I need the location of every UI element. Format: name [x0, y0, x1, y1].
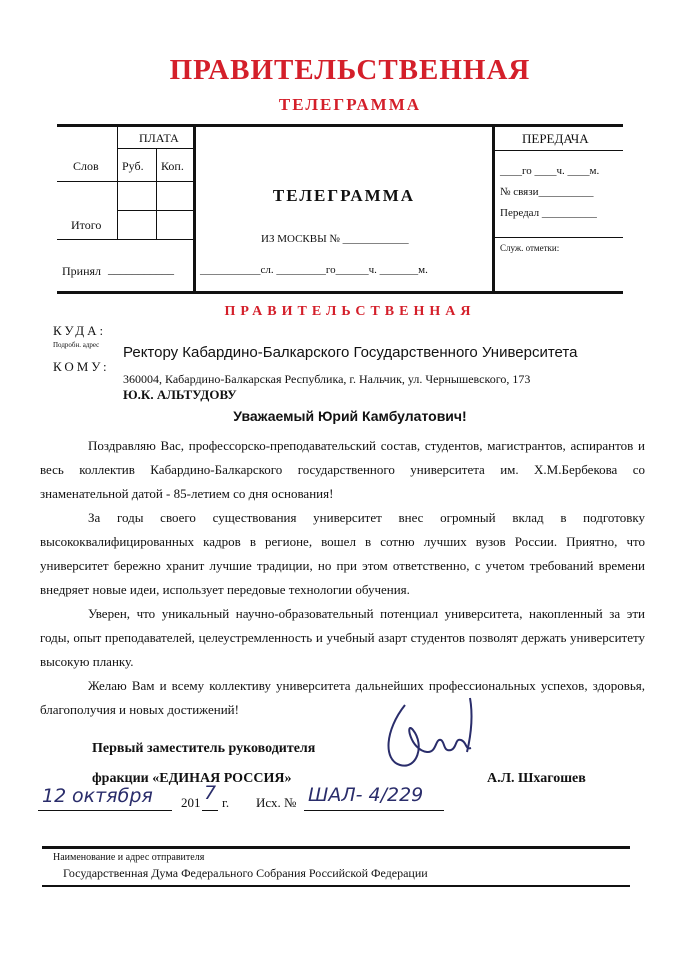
peredacha-label: ПЕРЕДАЧА [522, 131, 589, 146]
handwritten-signature [375, 690, 485, 780]
kop-label: Коп. [161, 159, 184, 173]
document-subtitle: ТЕЛЕГРАММА [278, 95, 422, 114]
date-underline [38, 810, 172, 811]
grid-line [492, 150, 623, 151]
grid-line [57, 239, 194, 240]
prinyal-blank: ___________ [108, 262, 174, 276]
paragraph-2: За годы своего существования университет внес огромный вклад в подготовку высококвалифицированных кадров в регионе, вошел в сотню лучших вузов России. Приятно, что университет бережно хранит лучшие традиции, но при этом ответственно, с учетом требований времени внедряет новые идеи, использует передовые технологии обучения. [40, 510, 645, 597]
grid-line [492, 237, 623, 238]
grid-line [117, 124, 118, 240]
sender-top-border [42, 846, 630, 849]
position-line-1: Первый заместитель руководителя [92, 741, 316, 756]
date-month: октября [72, 785, 153, 807]
slov-label: Слов [73, 159, 99, 173]
year-prefix: 201 [181, 795, 201, 810]
ref-number: ШАЛ- 4/229 [308, 784, 424, 806]
telegram-heading: ТЕЛЕГРАММА [272, 186, 416, 205]
service-marks-label: Служ. отметки: [500, 243, 560, 253]
greeting: Уважаемый Юрий Камбулатович! [233, 408, 467, 424]
peredal-field: Передал __________ [500, 207, 597, 219]
sender-value: Государственная Дума Федерального Собрания Российской Федерации [63, 866, 428, 880]
position-line-2: фракции «ЕДИНАЯ РОССИЯ» [92, 771, 292, 786]
date-day: 12 [42, 785, 67, 807]
year-underline [202, 810, 218, 811]
prinyal-label: Принял [62, 264, 102, 278]
sender-label: Наименование и адрес отправителя [53, 852, 205, 863]
ref-underline [304, 810, 444, 811]
grid-line [156, 148, 157, 240]
postal-address: 360004, Кабардино-Балкарская Республика, г. Нальчик, ул. Чернышевского, 173 [123, 372, 531, 386]
government-banner: ПРАВИТЕЛЬСТВЕННАЯ [224, 304, 476, 319]
year-digit: 7 [204, 782, 217, 804]
paragraph-1: Поздравляю Вас, профессорско-преподавательский состав, студентов, магистрантов, аспирантов и весь коллектив Кабардино-Балкарского государственного университета им. Х.М.Бербекова со знаменательной датой - 85-летием со дня основания! [40, 438, 645, 501]
itogo-label: Итого [71, 218, 102, 232]
rub-label: Руб. [122, 159, 144, 173]
form-top-border [57, 124, 623, 127]
detail-address-label: Подробн. адрес [53, 341, 100, 349]
grid-line [57, 181, 194, 182]
komu-label: КОМУ: [53, 359, 110, 374]
kuda-label: КУДА: [53, 323, 107, 338]
recipient-title: Ректору Кабардино-Балкарского Государственного Университета [123, 344, 578, 361]
plata-label: ПЛАТА [139, 131, 179, 145]
signer-name: А.Л. Шхагошев [487, 771, 586, 786]
from-moscow-field: ИЗ МОСКВЫ № ____________ [261, 233, 409, 245]
form-bottom-border [57, 291, 623, 294]
ref-label: Исх. № [256, 795, 297, 810]
paragraph-4: Желаю Вам и всему коллективу университета дальнейших профессиональных успехов, здоровья, благополучия и новых достижений! [40, 678, 645, 717]
time-field: ____го ____ч. ____м. [500, 165, 600, 177]
document-title: ПРАВИТЕЛЬСТВЕННАЯ [169, 54, 531, 86]
form-divider-left [193, 124, 196, 294]
paragraph-3: Уверен, что уникальный научно-образовательный потенциал университета, накопленный за эти годы, опыт преподавателей, целеустремленность и учебный азарт студентов позволят держать университету высокую планку. [40, 606, 645, 669]
svyaz-field: № связи__________ [500, 186, 594, 198]
year-suffix: г. [222, 795, 230, 810]
sender-bottom-border [42, 885, 630, 887]
date-field: ___________сл. _________го______ч. _______м. [200, 264, 428, 276]
recipient-name: Ю.К. АЛЬТУДОВУ [123, 387, 237, 402]
